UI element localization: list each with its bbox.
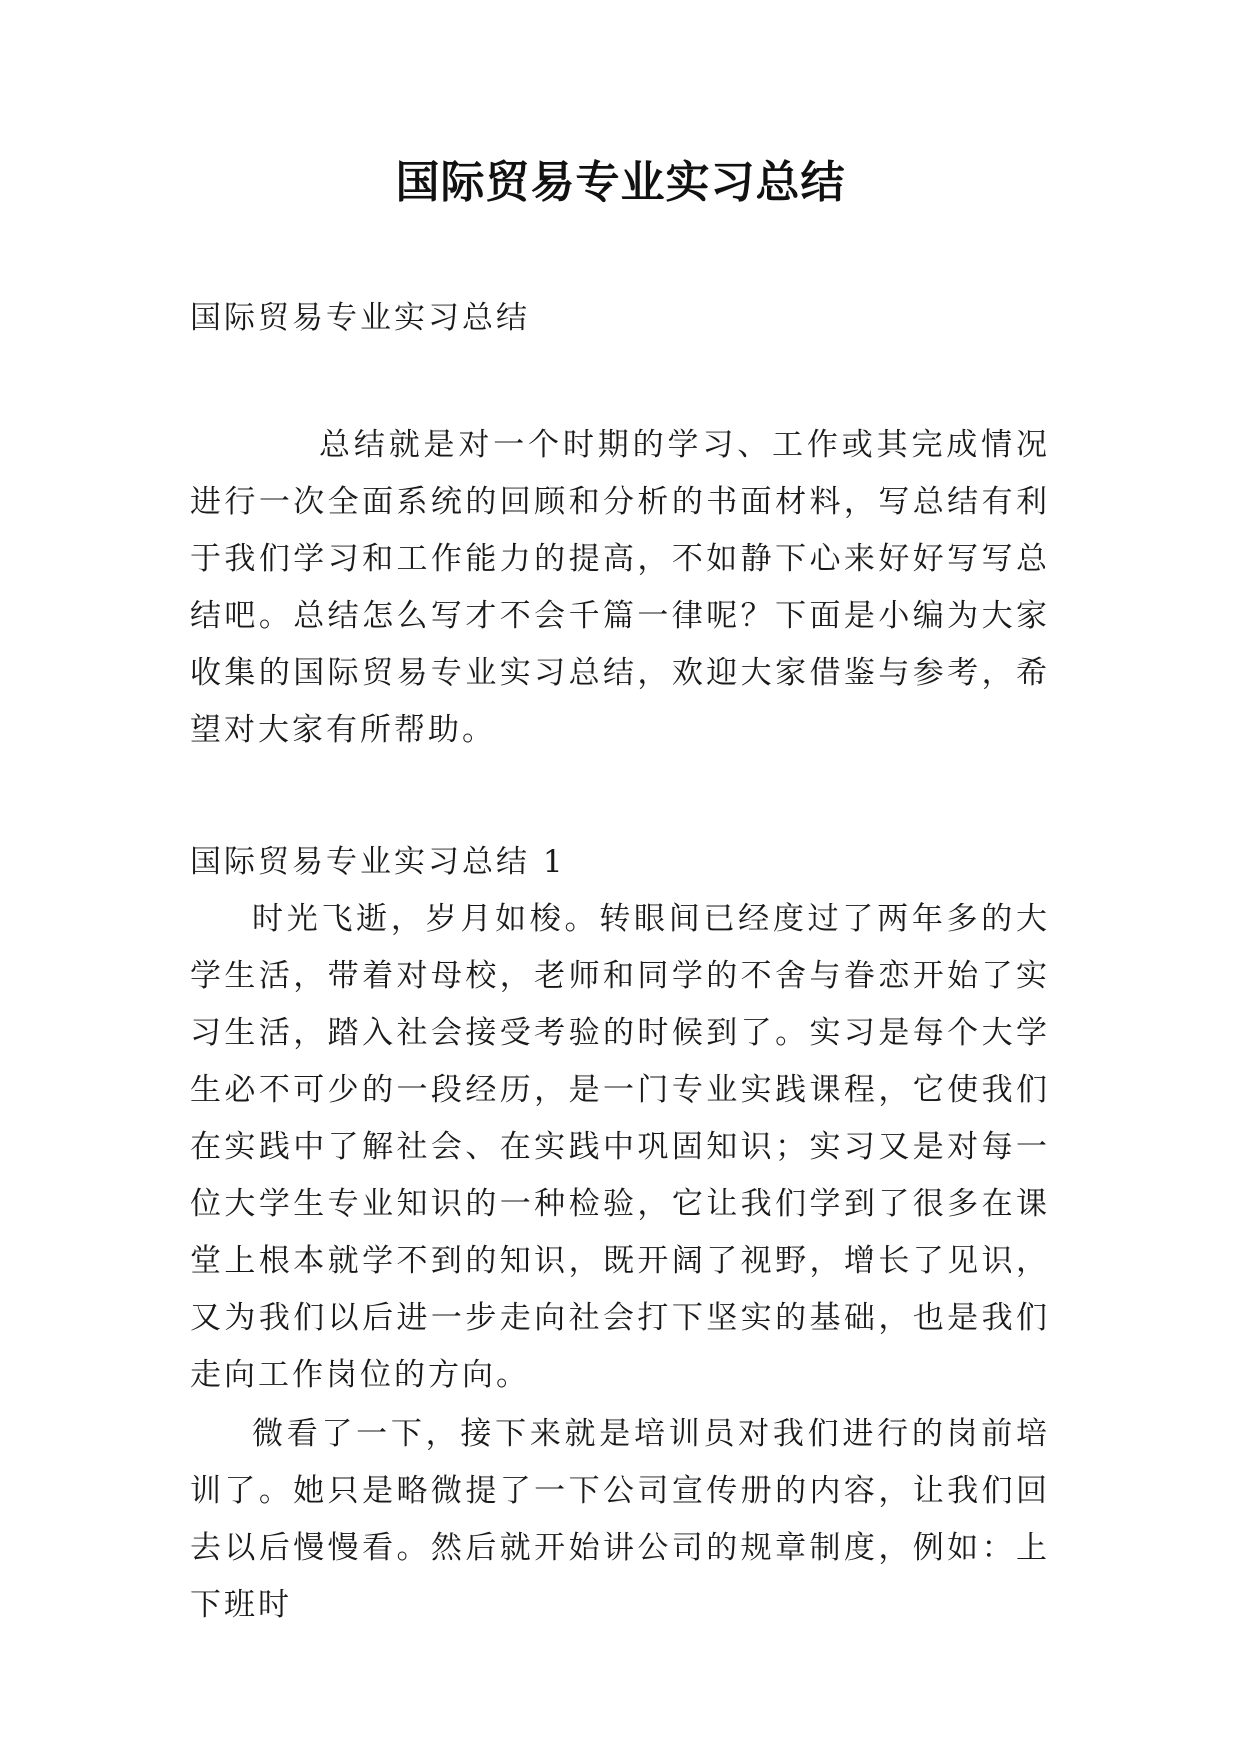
spacer	[190, 759, 1050, 834]
spacer	[190, 347, 1050, 417]
section-heading: 国际贸易专业实习总结 1	[190, 844, 566, 880]
document-subtitle: 国际贸易专业实习总结	[190, 300, 530, 336]
document-title: 国际贸易专业实习总结	[395, 157, 846, 208]
body-paragraph-1: 时光飞逝，岁月如梭。转眼间已经度过了两年多的大学生活，带着对母校，老师和同学的不舍与眷恋开始了实习生活，踏入社会接受考验的时候到了。实习是每个大学生必不可少的一段经历，是一门专业实践课程，它使我们在实践中了解社会、在实践中巩固知识；实习又是对每一位大学生专业知识的一种检验，它让我们学到了很多在课堂上根本就学不到的知识，既开阔了视野，增长了见识，又为我们以后进一步走向社会打下坚实的基础，也是我们走向工作岗位的方向。	[190, 901, 1050, 1393]
document-body	[190, 290, 1050, 1634]
intro-paragraph: 总结就是对一个时期的学习、工作或其完成情况进行一次全面系统的回顾和分析的书面材料，写总结有利于我们学习和工作能力的提高，不如静下心来好好写写总结吧。总结怎么写才不会千篇一律呢？下面是小编为大家收集的国际贸易专业实习总结，欢迎大家借鉴与参考，希望对大家有所帮助。	[190, 427, 1050, 748]
body-paragraph-2: 微看了一下，接下来就是培训员对我们进行的岗前培训了。她只是略微提了一下公司宣传册的内容，让我们回去以后慢慢看。然后就开始讲公司的规章制度，例如：上下班时	[190, 1416, 1050, 1623]
